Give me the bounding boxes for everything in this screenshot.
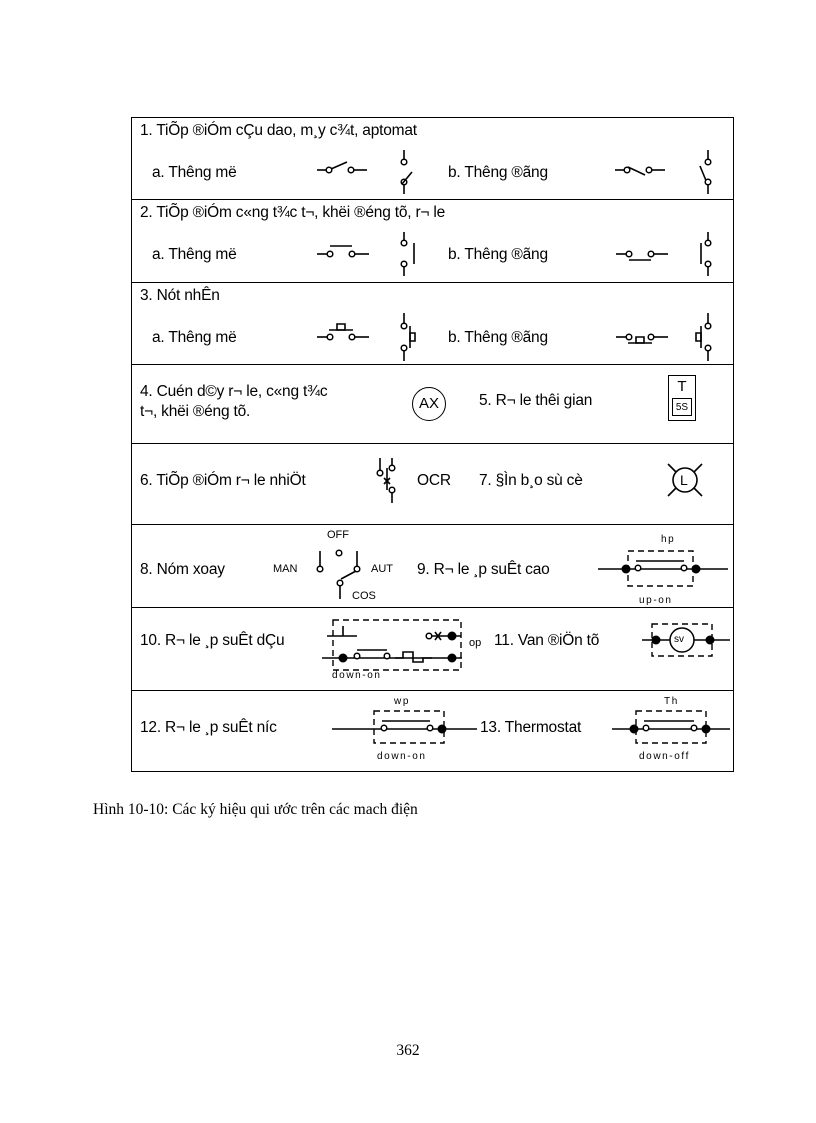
item-5-label: 5. R¬ le thêi gian: [479, 392, 593, 409]
item-9-label: 9. R¬ le ¸p suÊt cao: [417, 561, 550, 578]
table-row: [132, 608, 733, 691]
timer-bottom-label: 5S: [675, 402, 689, 413]
item-6-label: 6. TiÕp ®iÓm r¬ le nhiÖt: [140, 472, 306, 489]
item-11-label: 11. Van ®iÖn tõ: [494, 632, 600, 649]
table-row: [132, 444, 733, 525]
row-heading: 2. TiÕp ®iÓm c«ng t¾c t¬, khëi ®éng tõ, r¬ le: [140, 204, 446, 221]
item-4-line-1: 4. Cuén d©y r¬ le, c«ng t¾c: [140, 383, 328, 400]
item-6-symbol: OCR: [417, 472, 451, 489]
label-normally-open: a. Thêng më: [152, 329, 237, 346]
item-8-label: 8. Nóm xoay: [140, 561, 225, 578]
row-heading: 1. TiÕp ®iÓm cÇu dao, m¸y c¾t, aptomat: [140, 122, 417, 139]
item-13-bottom: down-off: [639, 751, 690, 762]
contactor-nc-icon: [616, 232, 726, 282]
item-9-top: hp: [661, 534, 676, 545]
figure-caption: Hình 10-10: Các ký hiệu qui ước trên các mach điện: [93, 801, 418, 818]
item-9-bottom: up-on: [639, 595, 673, 606]
thermal-relay-contact-icon: [372, 458, 412, 508]
lamp-symbol: L: [680, 472, 688, 488]
item-12-bottom: down-on: [377, 751, 427, 762]
label-normally-closed: b. Thêng ®ãng: [448, 164, 548, 181]
table-row: [132, 283, 733, 365]
solenoid-valve-icon: [642, 622, 732, 662]
table-row: [132, 118, 733, 200]
item-4-line-2: t¬, khëi ®éng tõ.: [140, 403, 251, 420]
relay-coil-icon: [412, 387, 446, 421]
item-10-bottom: down-on: [332, 670, 382, 681]
symbol-table: [131, 117, 734, 772]
pushbutton-nc-icon: [616, 313, 726, 365]
timer-relay-icon: [668, 375, 696, 421]
page-number: 362: [396, 1042, 420, 1059]
water-pressure-relay-icon: [332, 709, 477, 749]
table-row: [132, 365, 733, 444]
label-normally-closed: b. Thêng ®ãng: [448, 246, 548, 263]
coil-label: AX: [418, 395, 439, 412]
switch-nc-icon: [615, 150, 725, 200]
item-10-label: 10. R¬ le ¸p suÊt dÇu: [140, 632, 285, 649]
contactor-no-icon: [317, 232, 427, 282]
selector-aut-label: AUT: [371, 563, 393, 575]
item-12-label: 12. R¬ le ¸p suÊt níc: [140, 719, 277, 736]
valve-symbol: sv: [674, 634, 684, 645]
row-heading: 3. Nót nhÊn: [140, 287, 220, 304]
thermostat-icon: [612, 709, 730, 749]
table-row: [132, 525, 733, 608]
table-row: [132, 691, 733, 773]
pushbutton-no-icon: [317, 313, 427, 365]
selector-man-label: MAN: [273, 563, 298, 575]
rotary-selector-icon: [302, 539, 372, 609]
label-normally-open: a. Thêng më: [152, 164, 237, 181]
switch-no-icon: [317, 150, 427, 200]
table-row: [132, 200, 733, 283]
item-12-top: wp: [394, 696, 410, 707]
item-13-label: 13. Thermostat: [480, 719, 582, 736]
high-pressure-relay-icon: [598, 549, 733, 593]
selector-cos-label: COS: [352, 590, 376, 602]
oil-pressure-relay-icon: [317, 618, 467, 678]
timer-top-label: T: [677, 378, 687, 395]
item-7-label: 7. §Ìn b¸o sù cè: [479, 472, 583, 489]
item-13-top: Th: [664, 696, 679, 707]
item-10-side: op: [469, 637, 482, 649]
label-normally-closed: b. Thêng ®ãng: [448, 329, 548, 346]
selector-off-label: OFF: [327, 529, 349, 541]
label-normally-open: a. Thêng më: [152, 246, 237, 263]
